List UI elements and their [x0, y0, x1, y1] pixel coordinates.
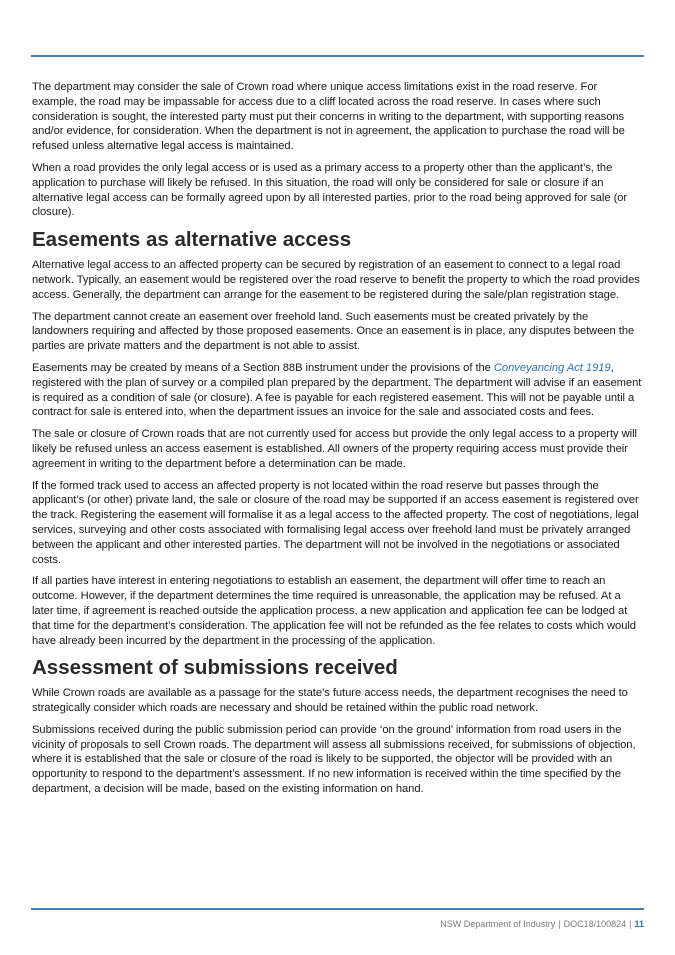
easements-paragraph-5: If the formed track used to access an affected property is not located within the road reserve but passes through the applicant’s (or other) private land, the sale or closure of the road may be supported if an access easement is registered over the track. Registering the easement will formalise it as a legal access to the affected property. The cost of negotiations, legal services, surveying and other costs associated with formalising legal access over freehold land must be privately arranged between the applicant and other interested parties. The department will not be involved in the negotiations or associated costs. [32, 479, 639, 566]
intro-paragraph-2: When a road provides the only legal access or is used as a primary access to a property other than the applicant’s, the application to purchase will likely be refused. In this situation, the road will only be considered for sale or closure if an alternative legal access can be formally agreed upon by all interested parties, prior to the road being approved for sale (or closure). [32, 161, 628, 219]
easements-p3-text-after: , registered with the plan of survey or a compiled plan prepared by the department. The department will advise if an easement is required as a condition of sale (or closure). A fee is payable for each registered easement. This will not be payable until a contract for sale is entered into, when the department issues an invoice for the sale and associated costs and fees. [32, 361, 642, 419]
page-body [32, 80, 644, 804]
footer-separator-1: | [558, 919, 561, 929]
submissions-paragraph-2: Submissions received during the public submission period can provide ‘on the ground’ information from road users in the vicinity of proposals to sell Crown roads. The department will assess all submissions received, for submissions of objection, where it is established that the sale or closure of the road is likely to be supported, the objector will be provided with an opportunity to respond to the department’s assessment. If no new information is received within the time specified by the department, a decision will be made, based on the existing information on hand. [32, 723, 636, 796]
section-heading-submissions: Assessment of submissions received [32, 656, 398, 680]
section-heading-easements: Easements as alternative access [32, 228, 352, 252]
footer-organisation: NSW Department of Industry [440, 919, 556, 929]
easements-paragraph-2: The department cannot create an easement over freehold land. Such easements must be created privately by the landowners requiring and affected by those proposed easements. Once an easement is in place, any disputes between the parties are private matters and the department is not able to assist. [32, 310, 635, 353]
page-number: 11 [634, 919, 644, 929]
intro-paragraph-1: The department may consider the sale of Crown road where unique access limitations exist in the road reserve. For example, the road may be impassable for access due to a cliff located across the road reserve. In cases where such consideration is sought, the interested party must put their concerns in writing to the department, with supporting reasons and/or evidence, for consideration. When the department is not in agreement, the application to purchase the road will be refused unless alternative legal access is maintained. [32, 81, 625, 153]
submissions-paragraph-1: While Crown roads are available as a passage for the state’s future access needs, the department recognises the need to strategically consider which roads are necessary and should be retained within the public road network. [32, 687, 628, 715]
easements-p3-text-before: Easements may be created by means of a Section 88B instrument under the provisions of the [32, 361, 494, 374]
footer-doc-ref: DOC18/100824 [563, 919, 627, 929]
footer-separator-2: | [629, 919, 632, 929]
page-footer [440, 919, 644, 930]
easements-paragraph-3 [32, 361, 644, 420]
easements-paragraph-4: The sale or closure of Crown roads that are not currently used for access but provide the only legal access to a property will likely be refused unless an access easement is established. All owners of the property requiring access must provide their agreement in writing to the department before a determination can be made. [32, 428, 637, 470]
footer-rule [31, 908, 644, 910]
easements-paragraph-6: If all parties have interest in entering negotiations to establish an easement, the department will offer time to reach an outcome. However, if the department determines the time required is unreasonable, the application may be refused. At a later time, if agreement is reached outside the application process, a new application and application fee can be lodged at that time for the department’s consideration. The application fee will not be refunded as the fee relates to costs which would have already been incurred by the department in the processing of the application. [32, 575, 636, 647]
conveyancing-act-link[interactable]: Conveyancing Act 1919 [493, 361, 611, 374]
easements-paragraph-1: Alternative legal access to an affected property can be secured by registration of an easement to connect to a legal road network. Typically, an easement would be registered over the road reserve to benefit the property to which the road provides access. Generally, the department can arrange for the easement to be registered during the sale/plan registration stage. [32, 259, 640, 301]
header-rule [31, 55, 644, 57]
